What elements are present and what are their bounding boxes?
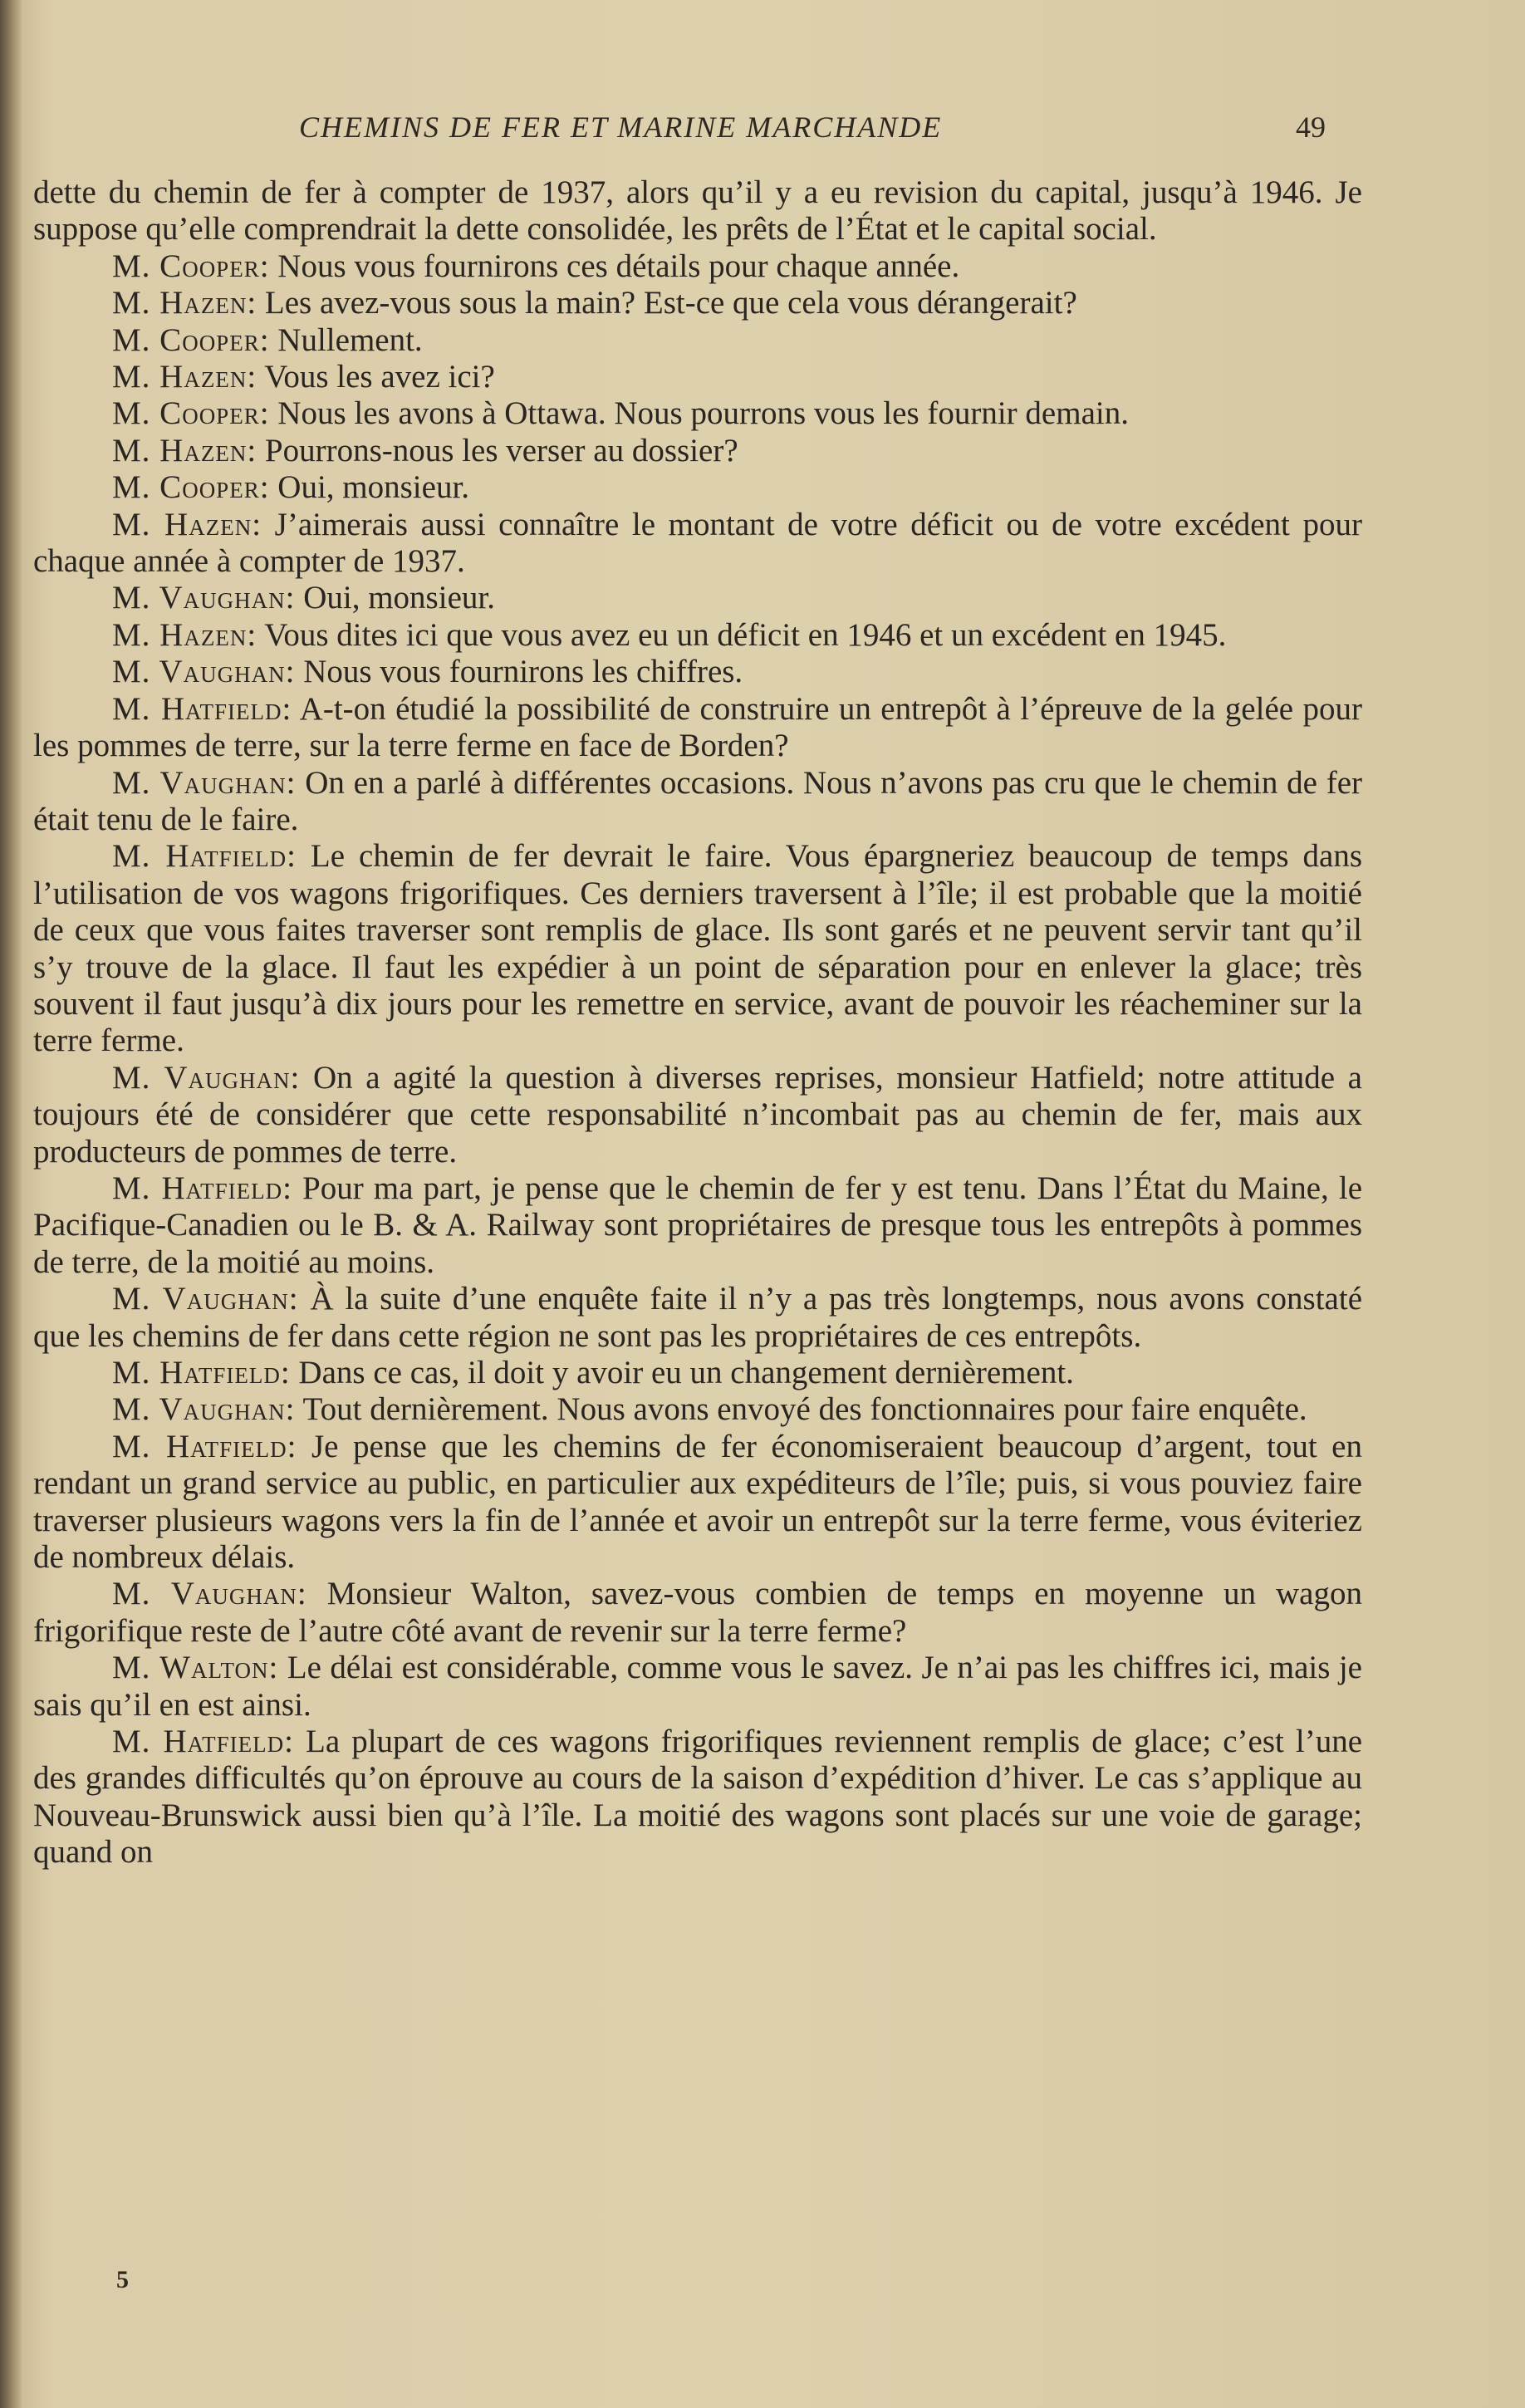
speaker-name: M. Vaughan:: [112, 1391, 296, 1428]
paragraph: [33, 359, 1362, 395]
paragraph-text: On a agité la question à diverses reprises, monsieur Hatfield; notre attitude a toujours été de considérer que cette responsabilité n’incombait pas au chemin de fer, mais aux producteurs de pommes de terre.: [33, 1059, 1362, 1170]
speaker-name: M. Vaughan:: [112, 1576, 307, 1612]
paragraph: [33, 580, 1362, 616]
paragraph: [33, 285, 1362, 321]
paragraph: [33, 691, 1362, 765]
speaker-name: M. Hazen:: [112, 506, 262, 542]
paragraph-text: Nous vous fournirons les chiffres.: [303, 654, 743, 690]
paragraph-text: Vous dites ici que vous avez eu un déficit en 1946 et un excédent en 1945.: [264, 616, 1227, 653]
paragraph: [33, 1281, 1362, 1355]
speaker-name: M. Vaughan:: [112, 580, 296, 616]
paragraph: [33, 617, 1362, 654]
signature-mark: 5: [116, 2266, 129, 2293]
speaker-name: M. Hazen:: [112, 359, 257, 395]
body-text: [33, 174, 1362, 1871]
paragraph-text: Nullement.: [277, 321, 423, 358]
speaker-name: M. Hazen:: [112, 285, 257, 321]
speaker-name: M. Walton:: [112, 1650, 279, 1686]
speaker-name: M. Hazen:: [112, 616, 257, 653]
paragraph: [33, 1429, 1362, 1577]
paragraph-text: Le chemin de fer devrait le faire. Vous épargneriez beaucoup de temps dans l’utilisation de vos wagons frigorifiques. Ces derniers traversent à l’île; il est probable que la moitié de ceux que vous faites traverser sont remplis de glace. Ils sont garés et ne peuvent servir tant qu’il s’y trouve de la glace. Il faut les expédier à un point de séparation pour en enlever la glace; très souvent il faut jusqu’à dix jours pour les remettre en service, avant de pouvoir les réacheminer sur la terre ferme.: [33, 838, 1363, 1059]
speaker-name: M. Hatfield:: [112, 1355, 291, 1390]
speaker-name: M. Vaughan:: [112, 1281, 299, 1317]
speaker-name: M. Hatfield:: [112, 838, 297, 875]
paragraph-text: Pourrons-nous les verser au dossier?: [264, 432, 738, 468]
page-header: [0, 110, 1525, 159]
paragraph-text: Oui, monsieur.: [303, 580, 495, 616]
speaker-name: M. Vaughan:: [112, 1059, 301, 1096]
paragraph-text: Dans ce cas, il doit y avoir eu un changement dernièrement.: [298, 1355, 1074, 1390]
paragraph-text: Oui, monsieur.: [277, 469, 470, 506]
paragraph: [33, 174, 1362, 248]
running-title: CHEMINS DE FER ET MARINE MARCHANDE: [299, 110, 943, 144]
paragraph: [33, 1355, 1362, 1391]
speaker-name: M. Cooper:: [112, 321, 270, 358]
paragraph-text: Nous vous fournirons ces détails pour chaque année.: [277, 248, 960, 284]
paragraph: [33, 1391, 1362, 1428]
paragraph-text: Tout dernièrement. Nous avons envoyé des fonctionnaires pour faire enquête.: [302, 1391, 1307, 1428]
speaker-name: M. Hatfield:: [112, 690, 292, 727]
paragraph: [33, 765, 1362, 839]
paragraph-text: Nous les avons à Ottawa. Nous pourrons vous les fournir demain.: [277, 395, 1129, 432]
paragraph-text: Les avez-vous sous la main? Est-ce que cela vous dérangerait?: [264, 285, 1077, 321]
speaker-name: M. Vaughan:: [112, 764, 297, 801]
speaker-name: M. Vaughan:: [112, 654, 296, 690]
paragraph: [33, 654, 1362, 690]
paragraph: [33, 1060, 1362, 1170]
paragraph-text: Le délai est considérable, comme vous le savez. Je n’ai pas les chiffres ici, mais je sais qu’il en est ainsi.: [33, 1650, 1362, 1723]
speaker-name: M. Cooper:: [112, 395, 270, 432]
paragraph-text: A-t-on étudié la possibilité de construire un entrepôt à l’épreuve de la gelée pour les pommes de terre, sur la terre ferme en face de Borden?: [33, 690, 1362, 764]
paragraph-text: Monsieur Walton, savez-vous combien de temps en moyenne un wagon frigorifique reste de l’autre côté avant de revenir sur la terre ferme?: [33, 1576, 1362, 1649]
paragraph: [33, 1650, 1362, 1724]
paragraph-text: dette du chemin de fer à compter de 1937, alors qu’il y a eu revision du capital, jusqu’à 1946. Je suppose qu’elle comprendrait la dette consolidée, les prêts de l’État et le capital social.: [33, 174, 1362, 248]
paragraph-text: J’aimerais aussi connaître le montant de votre déficit ou de votre excédent pour chaque année à compter de 1937.: [33, 506, 1362, 580]
paragraph-text: Je pense que les chemins de fer économiseraient beaucoup d’argent, tout en rendant un grand service au public, en particulier aux expéditeurs de l’île; puis, si vous pouviez faire traverser plusieurs wagons vers la fin de l’année et avoir un entrepôt sur la terre ferme, vous éviteriez de nombreux délais.: [33, 1428, 1362, 1576]
page-number: 49: [1296, 110, 1326, 144]
paragraph: [33, 1170, 1362, 1281]
paragraph-text: Pour ma part, je pense que le chemin de fer y est tenu. Dans l’État du Maine, le Pacifique-Canadien ou le B. & A. Railway sont propriétaires de presque tous les entrepôts à pommes de terre, de la moitié au moins.: [33, 1170, 1363, 1280]
speaker-name: M. Hatfield:: [112, 1724, 294, 1760]
paragraph-text: Vous les avez ici?: [264, 359, 495, 395]
paragraph: [33, 507, 1362, 581]
speaker-name: M. Cooper:: [112, 248, 270, 284]
paragraph-text: La plupart de ces wagons frigorifiques reviennent remplis de glace; c’est l’une des grandes difficultés qu’on éprouve au cours de la saison d’expédition d’hiver. Le cas s’applique au Nouveau-Brunswick aussi bien qu’à l’île. La moitié des wagons sont placés sur une voie de garage; quand on: [33, 1724, 1363, 1871]
speaker-name: M. Hatfield:: [112, 1170, 292, 1206]
paragraph: [33, 395, 1362, 432]
paragraph: [33, 1576, 1362, 1650]
speaker-name: M. Cooper:: [112, 469, 270, 506]
speaker-name: M. Hazen:: [112, 432, 257, 468]
paragraph-text: On en a parlé à différentes occasions. Nous n’avons pas cru que le chemin de fer était tenu de le faire.: [33, 764, 1363, 837]
paragraph: [33, 433, 1362, 469]
speaker-name: M. Hatfield:: [112, 1428, 297, 1464]
paragraph-text: À la suite d’une enquête faite il n’y a pas très longtemps, nous avons constaté que les chemins de fer dans cette région ne sont pas les propriétaires de ces entrepôts.: [33, 1281, 1363, 1354]
paragraph: [33, 248, 1362, 285]
paragraph: [33, 469, 1362, 506]
paragraph: [33, 322, 1362, 359]
paragraph: [33, 838, 1362, 1059]
book-spine-shadow: [0, 0, 22, 2408]
paragraph: [33, 1724, 1362, 1871]
